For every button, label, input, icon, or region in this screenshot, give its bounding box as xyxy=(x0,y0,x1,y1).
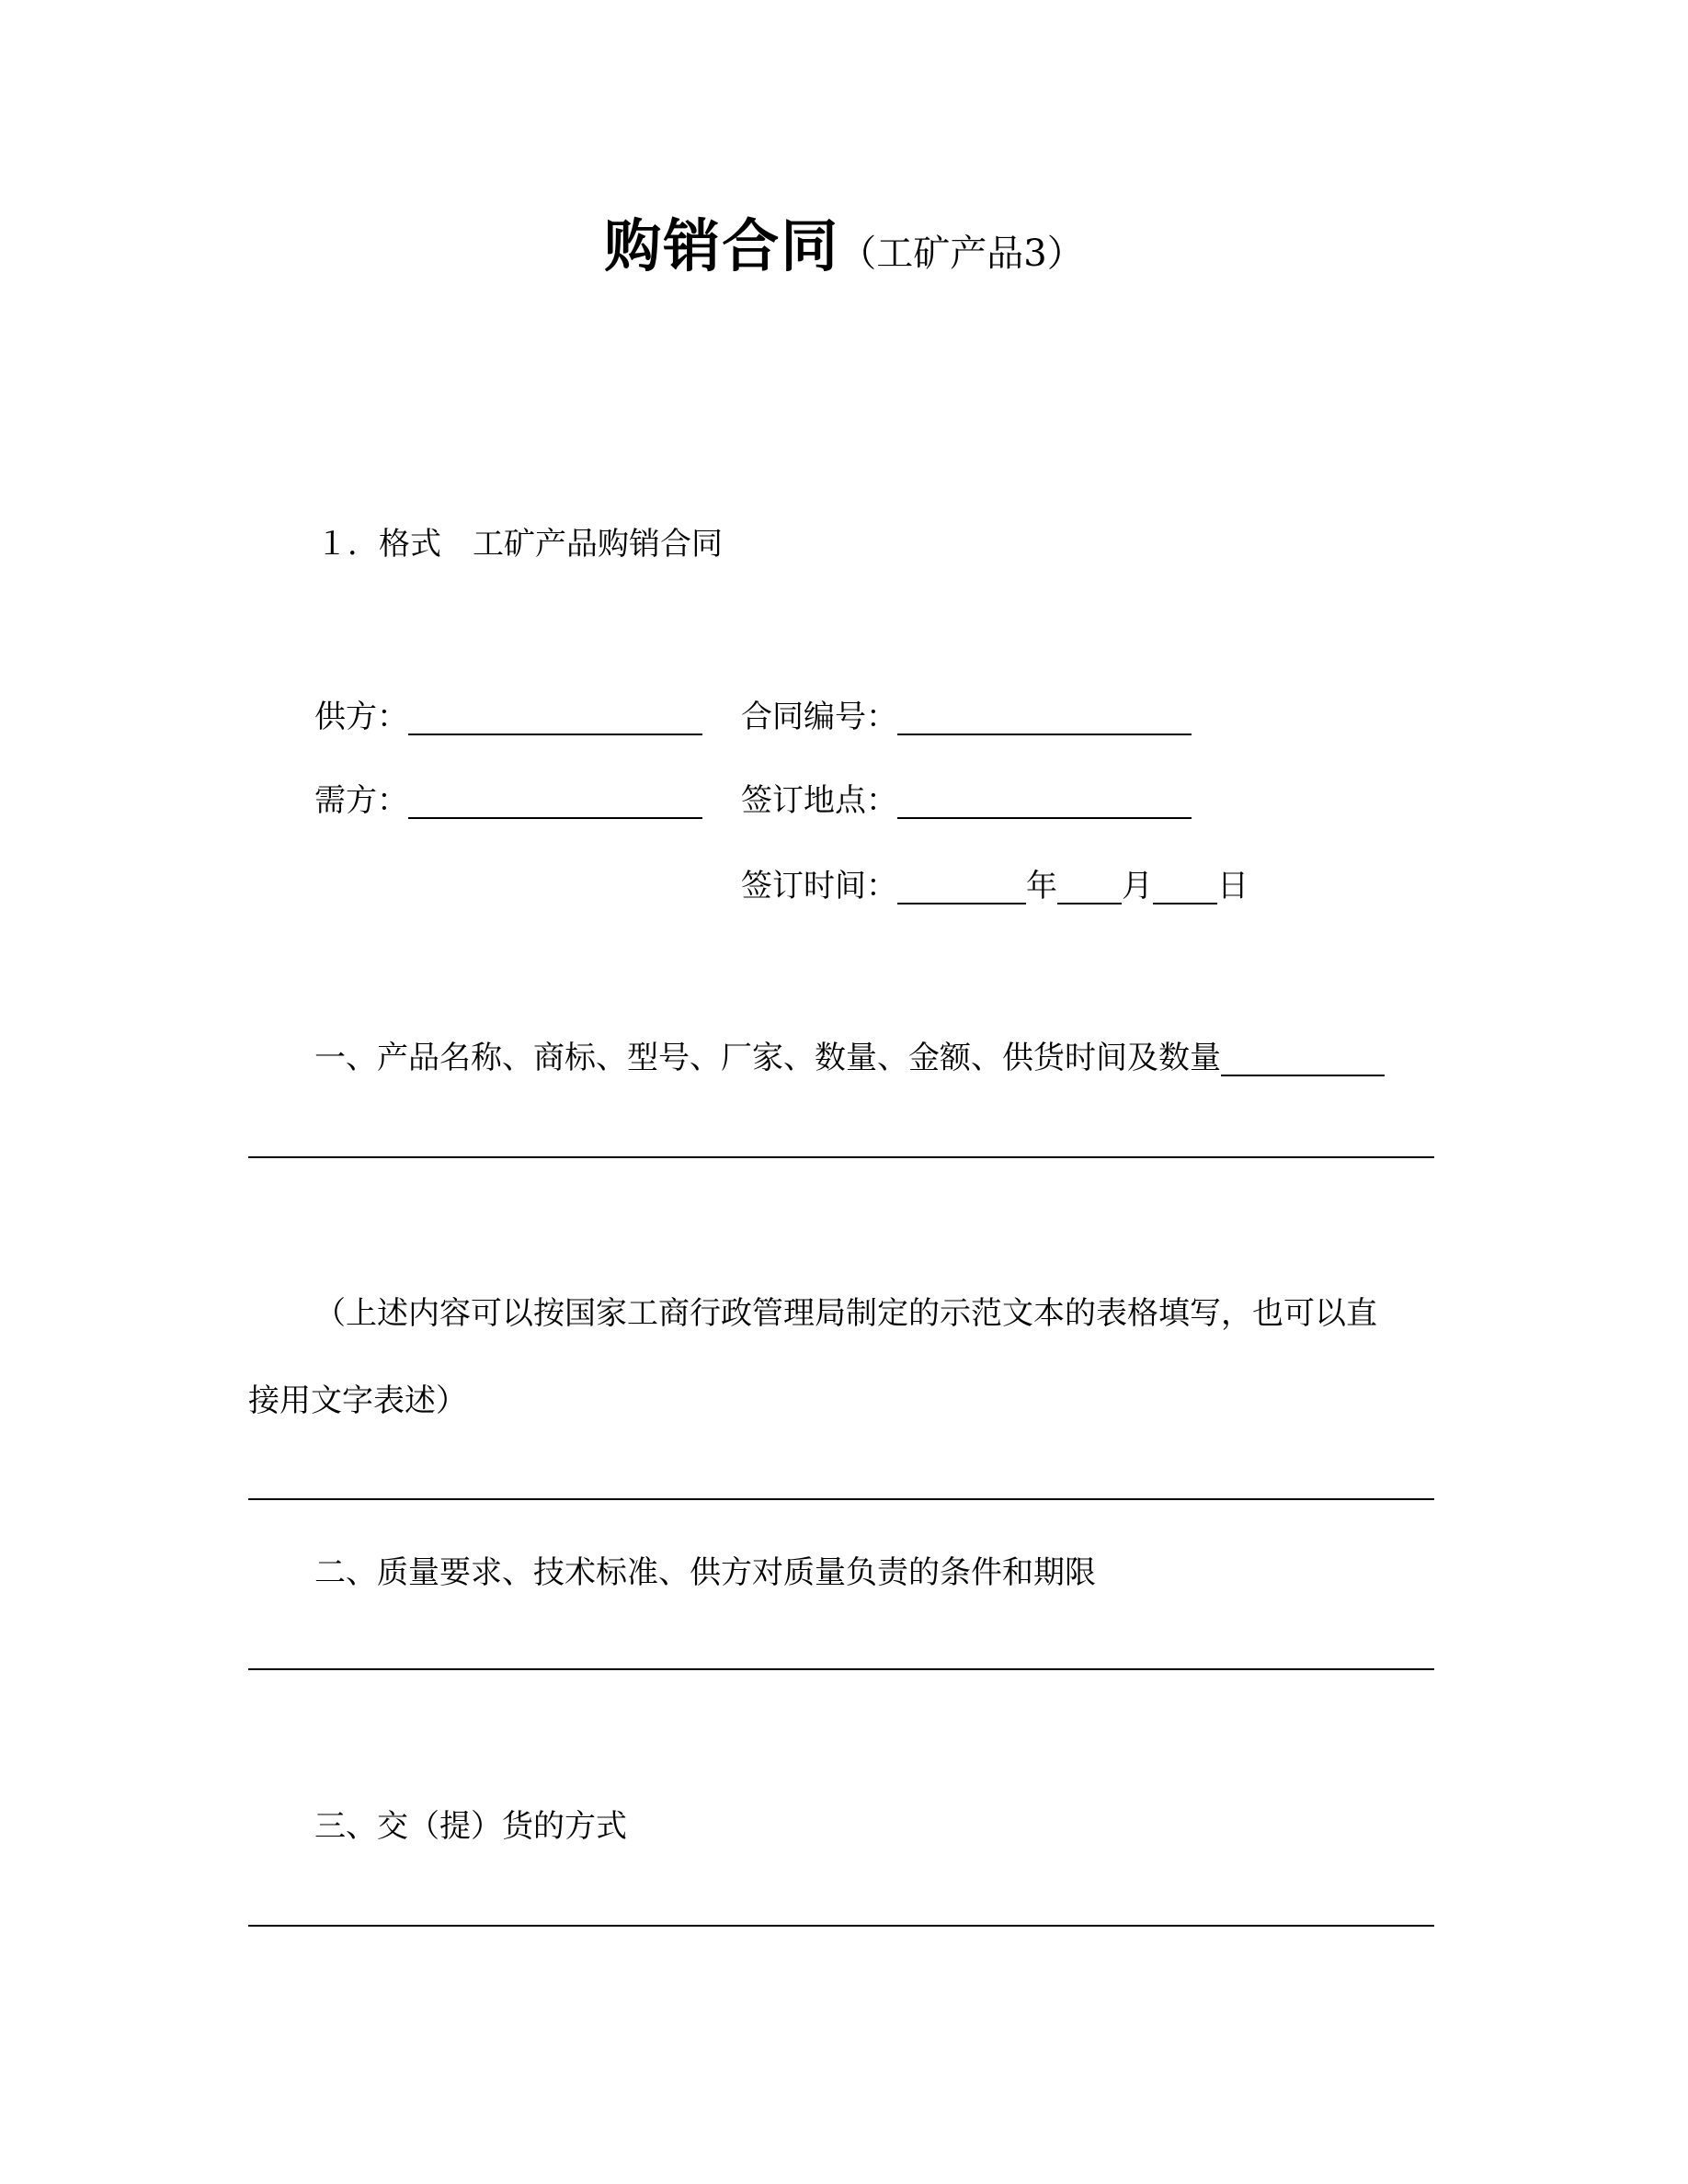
buyer-label: 需方： xyxy=(314,782,408,819)
buyer-blank[interactable] xyxy=(408,790,702,819)
contract-no-field xyxy=(741,699,1192,735)
format-line: １．格式 工矿产品购销合同 xyxy=(316,526,723,563)
clause-1 xyxy=(314,1040,1385,1076)
sign-place-label: 签订地点： xyxy=(741,782,897,819)
supplier-field xyxy=(314,699,702,735)
clause-3-line[interactable] xyxy=(248,1925,1434,1927)
clause-1-line[interactable] xyxy=(248,1156,1434,1158)
clause-1-blank[interactable] xyxy=(1221,1047,1385,1076)
contract-no-blank[interactable] xyxy=(897,706,1192,735)
month-blank[interactable] xyxy=(1057,875,1122,904)
day-label: 日 xyxy=(1217,868,1249,904)
supplier-label: 供方： xyxy=(314,699,408,735)
sign-time-field xyxy=(741,868,1249,904)
title-main: 购销合同 xyxy=(604,212,840,279)
month-label: 月 xyxy=(1122,868,1153,904)
clause-2: 二、质量要求、技术标准、供方对质量负责的条件和期限 xyxy=(314,1554,1096,1591)
note-line[interactable] xyxy=(248,1498,1434,1500)
clause-2-line[interactable] xyxy=(248,1668,1434,1670)
year-blank[interactable] xyxy=(897,875,1026,904)
supplier-blank[interactable] xyxy=(408,706,702,735)
buyer-field xyxy=(314,782,702,819)
sign-place-blank[interactable] xyxy=(897,790,1192,819)
clause-3: 三、交（提）货的方式 xyxy=(314,1808,627,1845)
day-blank[interactable] xyxy=(1153,875,1217,904)
contract-no-label: 合同编号： xyxy=(741,699,897,735)
title-subtitle: （工矿产品3） xyxy=(839,233,1084,275)
sign-time-label: 签订时间： xyxy=(741,868,897,904)
note-line-1: （上述内容可以按国家工商行政管理局制定的示范文本的表格填写，也可以直 xyxy=(314,1295,1377,1332)
clause-1-text: 一、产品名称、商标、型号、厂家、数量、金额、供货时间及数量 xyxy=(314,1040,1221,1076)
note-line-2: 接用文字表述） xyxy=(248,1382,467,1419)
year-label: 年 xyxy=(1026,868,1057,904)
document-title xyxy=(0,200,1688,282)
sign-place-field xyxy=(741,782,1192,819)
